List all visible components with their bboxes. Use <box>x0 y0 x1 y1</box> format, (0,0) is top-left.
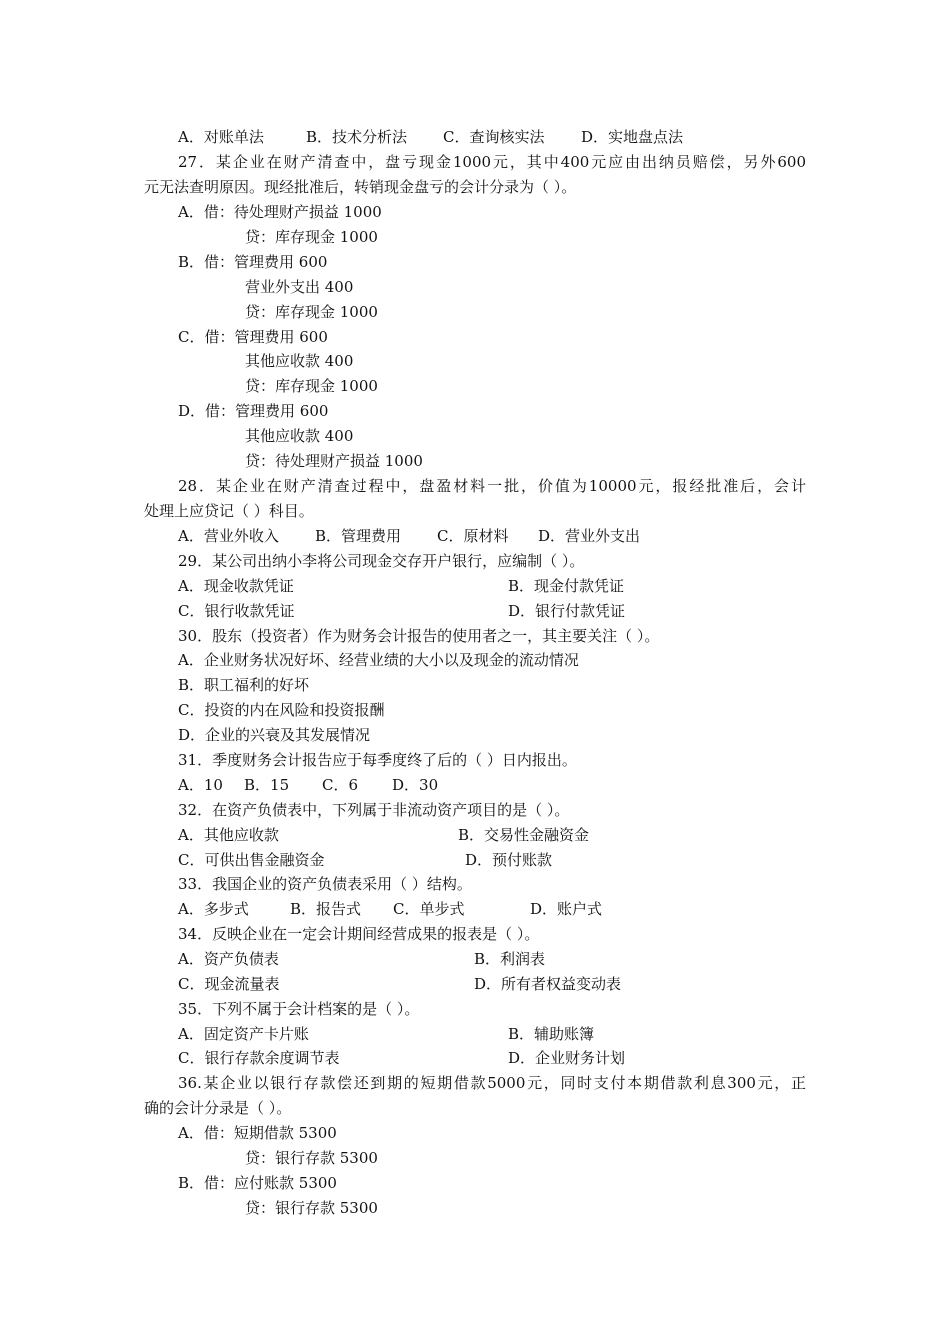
q36-option-b-credit: 贷：银行存款 5300 <box>245 1199 378 1217</box>
q30-stem: 30．股东（投资者）作为财务会计报告的使用者之一，其主要关注（ ）。 <box>178 627 660 645</box>
q34-option-a: A．资产负债表 <box>178 950 279 968</box>
q27-option-d-debit: D．借：管理费用 600 <box>178 402 329 420</box>
q27-option-d-credit: 贷：待处理财产损益 1000 <box>245 452 423 470</box>
q29-option-c: C．银行收款凭证 <box>178 602 295 620</box>
q31-stem: 31．季度财务会计报告应于每季度终了后的（ ）日内报出。 <box>178 751 577 769</box>
q30-option-b: B．职工福利的好坏 <box>178 676 310 694</box>
q29-option-b: B．现金付款凭证 <box>508 577 625 595</box>
q35-option-c: C．银行存款余度调节表 <box>178 1049 340 1067</box>
q34-option-d: D．所有者权益变动表 <box>474 975 622 993</box>
q26-option-c: C．查询核实法 <box>443 128 545 146</box>
q36-option-a-credit: 贷：银行存款 5300 <box>245 1149 378 1167</box>
q29-stem: 29．某公司出纳小李将公司现金交存开户银行，应编制（ ）。 <box>178 552 585 570</box>
q27-option-c-debit: C．借：管理费用 600 <box>178 328 328 346</box>
q27-stem-line1: 27．某企业在财产清查中，盘亏现金1000元，其中400元应由出纳员赔偿，另外600 <box>178 153 806 171</box>
q26-option-d: D．实地盘点法 <box>581 128 684 146</box>
q36-stem-line2: 确的会计分录是（ ）。 <box>144 1099 292 1117</box>
q28-option-c: C．原材料 <box>437 527 509 545</box>
q28-stem-line1: 28．某企业在财产清查过程中，盘盈材料一批，价值为10000元，报经批准后，会计 <box>178 477 806 495</box>
q27-option-a-credit: 贷：库存现金 1000 <box>245 228 378 246</box>
q31-option-a: A．10 <box>178 776 223 794</box>
q35-option-d: D．企业财务计划 <box>508 1049 626 1067</box>
q32-option-d: D．预付账款 <box>465 851 553 869</box>
q31-option-c: C．6 <box>322 776 359 794</box>
q31-option-d: D．30 <box>392 776 439 794</box>
q34-option-b: B．利润表 <box>474 950 546 968</box>
q30-option-a: A．企业财务状况好坏、经营业绩的大小以及现金的流动情况 <box>178 651 579 669</box>
q34-option-c: C．现金流量表 <box>178 975 280 993</box>
q28-option-d: D．营业外支出 <box>538 527 641 545</box>
q32-option-a: A．其他应收款 <box>178 826 279 844</box>
q27-option-b-debit: B．借：管理费用 600 <box>178 253 328 271</box>
q28-option-a: A．营业外收入 <box>178 527 279 545</box>
q33-option-a: A．多步式 <box>178 900 249 918</box>
q32-option-b: B．交易性金融资金 <box>458 826 590 844</box>
q32-stem: 32．在资产负债表中，下列属于非流动资产项目的是（ ）。 <box>178 801 570 819</box>
q27-option-c-debit2: 其他应收款 400 <box>245 352 354 370</box>
q27-stem-line2: 元无法查明原因。现经批准后，转销现金盘亏的会计分录为（ ）。 <box>144 178 577 196</box>
q36-option-a-debit: A．借：短期借款 5300 <box>178 1124 337 1142</box>
q35-option-b: B．辅助账簿 <box>508 1025 595 1043</box>
q36-option-b-debit: B．借：应付账款 5300 <box>178 1174 337 1192</box>
q31-option-b: B．15 <box>244 776 290 794</box>
q29-option-d: D．银行付款凭证 <box>508 602 626 620</box>
q34-stem: 34．反映企业在一定会计期间经营成果的报表是（ ）。 <box>178 925 540 943</box>
q27-option-b-credit: 贷：库存现金 1000 <box>245 303 378 321</box>
q33-option-c: C．单步式 <box>393 900 465 918</box>
q26-option-a: A．对账单法 <box>178 128 264 146</box>
q28-stem-line2: 处理上应贷记（ ）科目。 <box>144 502 314 520</box>
q30-option-d: D．企业的兴衰及其发展情况 <box>178 726 371 744</box>
q27-option-c-credit: 贷：库存现金 1000 <box>245 377 378 395</box>
q28-option-b: B．管理费用 <box>315 527 402 545</box>
q30-option-c: C．投资的内在风险和投资报酬 <box>178 701 385 719</box>
q29-option-a: A．现金收款凭证 <box>178 577 294 595</box>
q33-stem: 33．我国企业的资产负债表采用（ ）结构。 <box>178 875 472 893</box>
q33-option-b: B．报告式 <box>290 900 362 918</box>
q26-option-b: B．技术分析法 <box>306 128 408 146</box>
q35-stem: 35．下列不属于会计档案的是（ ）。 <box>178 1000 420 1018</box>
q35-option-a: A．固定资产卡片账 <box>178 1025 309 1043</box>
q36-stem-line1: 36.某企业以银行存款偿还到期的短期借款5000元，同时支付本期借款利息300元，正 <box>178 1074 806 1092</box>
q27-option-a-debit: A．借：待处理财产损益 1000 <box>178 203 382 221</box>
q33-option-d: D．账户式 <box>530 900 603 918</box>
q27-option-b-debit2: 营业外支出 400 <box>245 278 354 296</box>
q32-option-c: C．可供出售金融资金 <box>178 851 325 869</box>
q27-option-d-debit2: 其他应收款 400 <box>245 427 354 445</box>
